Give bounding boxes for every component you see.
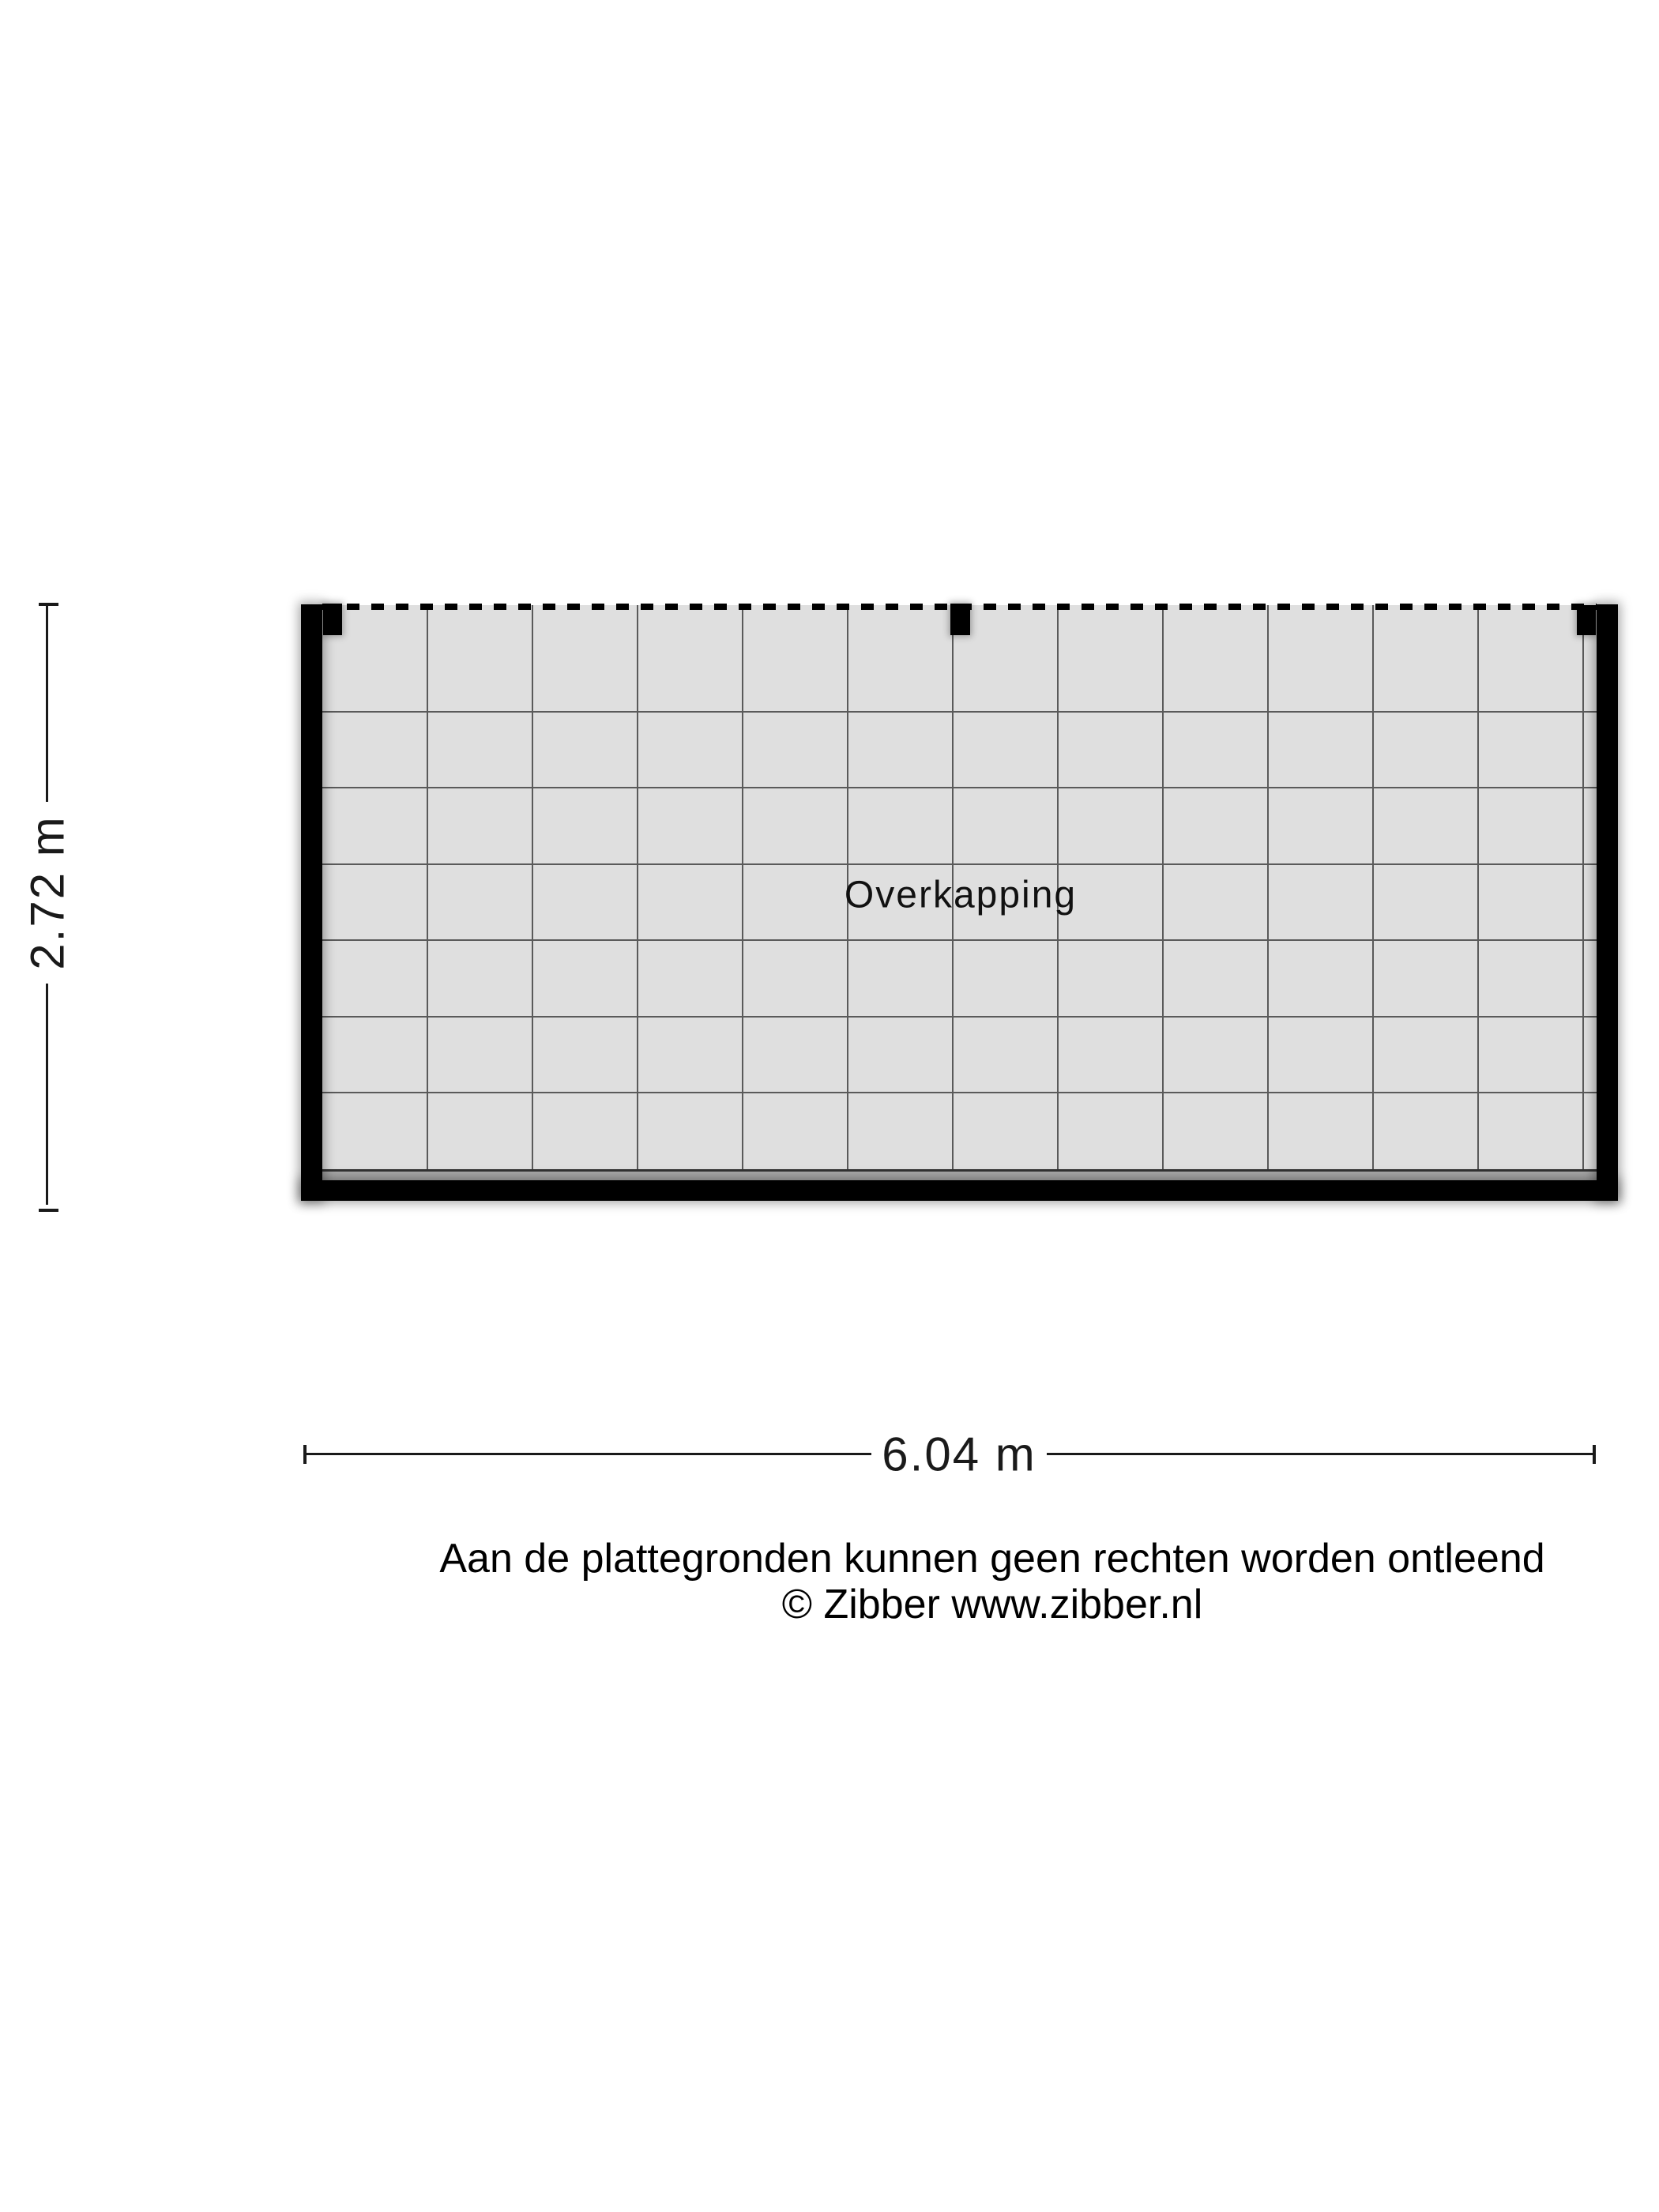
grid-line-horizontal	[322, 1016, 1597, 1018]
grid-line-vertical	[1372, 605, 1374, 1172]
dimension-line	[46, 984, 48, 1205]
grid-line-vertical	[1267, 605, 1269, 1172]
room-label: Overkapping	[844, 874, 1078, 916]
dimension-end-cap	[39, 603, 58, 606]
wall-right	[1597, 604, 1618, 1201]
grid-line-vertical	[637, 605, 638, 1172]
floorplan-overkapping	[301, 604, 1618, 1201]
disclaimer-line1: Aan de plattegronden kunnen geen rechten worden ontleend	[439, 1536, 1545, 1582]
grid-line-vertical	[532, 605, 533, 1172]
grid-line-vertical	[1477, 605, 1479, 1172]
dimension-width-label: 6.04 m	[882, 1428, 1036, 1481]
disclaimer	[439, 1536, 1544, 1627]
dimension-line	[1047, 1453, 1595, 1455]
disclaimer-line2: © Zibber www.zibber.nl	[781, 1582, 1203, 1627]
wall-left	[301, 604, 322, 1201]
grid-line-horizontal	[322, 711, 1597, 713]
pillar-middle	[950, 604, 970, 635]
grid-line-vertical	[427, 605, 428, 1172]
pillar-right	[1577, 605, 1596, 635]
grid-line-horizontal	[322, 863, 1597, 865]
threshold-sill	[322, 1169, 1597, 1180]
dimension-end-cap	[39, 1209, 58, 1212]
dimension-end-cap	[303, 1445, 307, 1464]
grid-line-vertical	[1582, 605, 1584, 1172]
dimension-line	[305, 1453, 871, 1455]
dimension-end-cap	[1593, 1445, 1596, 1464]
pillar-left	[323, 604, 342, 635]
grid-line-vertical	[1162, 605, 1164, 1172]
grid-line-vertical	[742, 605, 743, 1172]
grid-line-horizontal	[322, 1092, 1597, 1093]
dimension-height-label: 2.72 m	[21, 815, 74, 970]
dimension-line	[46, 605, 48, 802]
grid-line-horizontal	[322, 787, 1597, 788]
wall-bottom	[301, 1180, 1618, 1201]
grid-line-horizontal	[322, 939, 1597, 941]
